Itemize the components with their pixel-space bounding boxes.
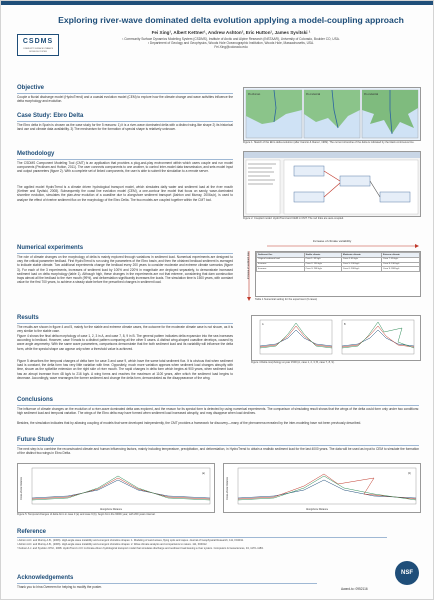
y-axis-label-5a: Cross-shore Distance xyxy=(20,477,23,500)
plot-label-5b: (b) xyxy=(408,472,411,475)
contact-email: Fei.Xing@colorado.edu xyxy=(214,45,248,49)
methodology-rule xyxy=(17,159,233,160)
reference-item-2: ² Ashton A.D. and Murray A.B., (2006). High-angle wave instability and emergent shoreline shapes: 2. Wave climate analysis and comparisons to nature. 111, F04012. xyxy=(17,543,208,546)
palette-item xyxy=(248,183,273,185)
top-accent-bar xyxy=(1,1,434,5)
map-label-1: Pre-Roman xyxy=(248,93,261,96)
conclusions-rule xyxy=(17,405,419,406)
plot-frame-b xyxy=(342,320,414,354)
award-number: Award-to: 0952116 xyxy=(341,587,368,591)
figure-2-caption: Figure 2. Coupled model: HydroTrend and CEM in CMT. The red links are auto-coupled. xyxy=(243,217,344,220)
plot-label-5a: (a) xyxy=(202,472,205,475)
table-cell: Case 4: 65 kg/s xyxy=(341,257,381,262)
conclusions-heading: Conclusions xyxy=(17,397,54,403)
map-label-3: Pre-industrial xyxy=(364,93,379,96)
figure-4-plots xyxy=(252,316,420,360)
results-heading: Results xyxy=(17,315,39,321)
table-cell: Case 9: 208 kg/s xyxy=(381,267,419,272)
table-row xyxy=(257,267,420,272)
x-axis-label-5a: Alongshore Distance xyxy=(100,508,123,511)
objective-text: Couple a fluvial discharge model (HydroTrend) and a coastal evolution model (CEM) to explore how the climate change and wave activities influence the delta morphology and evolution. xyxy=(17,95,233,104)
table-cell: Case 8: 130 kg/s xyxy=(381,262,419,267)
sediment-arrow-head xyxy=(247,297,251,301)
acknowledgements-heading: Acknowledgements xyxy=(17,575,74,581)
figure-5a-panel xyxy=(17,463,215,513)
acknowledgements-rule xyxy=(17,583,317,584)
numerical-rule xyxy=(17,253,233,254)
results-text-1: The results are shown in figure 4 and 5, mainly for the stable and extreme climate cases, the outcome for the moderate climate case is not shown, as it is very similar to the stable case. xyxy=(17,325,233,334)
figure-3-table-panel xyxy=(255,251,421,297)
author-list: Fei Xing¹, Albert Kettner¹, Andrew Ashton², Eric Hutton¹, James Syvitski ¹ xyxy=(151,30,311,35)
results-rule xyxy=(17,323,233,324)
table-cell: Case 7: 65 kg/s xyxy=(381,257,419,262)
component-box xyxy=(294,166,324,176)
figure-5a-plot xyxy=(18,464,214,512)
component-box xyxy=(340,176,370,186)
figure-1-panel xyxy=(243,87,421,141)
plot-frame-a xyxy=(260,320,332,354)
numerical-heading: Numerical experiments xyxy=(17,245,84,251)
case-study-heading: Case Study: Ebro Delta xyxy=(17,113,84,119)
table-cell: Case 2: 130 kg/s xyxy=(304,262,341,267)
methodology-heading: Methodology xyxy=(17,151,55,157)
figure-4-panel xyxy=(251,315,421,361)
figure-5b-plot xyxy=(224,464,420,512)
table-header-cell: Extreme climate xyxy=(381,253,419,258)
figure-5b-panel xyxy=(223,463,421,513)
conclusions-text-1: The influence of climate changes on the evolution of a river-wave dominated delta was explored, and the reason for its special form is detected by using numerical experiments. The comparison of simulating result shows that the wings of the delta could form only under two conditions: high sediment load and temporal variation. The wings of the Ebro delta may have formed when sediment load increased abruptly, and may disappear when load declines. xyxy=(17,407,419,416)
methodology-text-1: The CSDMS Component Modeling Tool (CMT) is an application that provides a plug-and-play environment within which users couple and run model components (Peckham and Hutton, 2011). The user connects components to one another, to control inter-model data transmission, and sets model input and output parameters (figure 2). With a complete set of linked components, the user is able to submit the simulation to a remote server. xyxy=(17,161,233,174)
affiliation-2: ² Department of Geology and Geophysics, Woods Hole Oceanographic Institution, Woods Hole, Massachusetts, USA. xyxy=(147,41,315,45)
palette-item xyxy=(248,167,272,169)
acknowledgements-text: Thank you to Irina Overeem for helping to modify the poster. xyxy=(17,585,102,589)
conclusions-text-2: Besides, the simulation indicates that by allowing coupling of models that were developed independently, the CMT provides a framework for discovery—many of the phenomena revealed by the inter-modeling have not been previously described. xyxy=(17,421,362,425)
figure-2-panel xyxy=(243,151,421,217)
figure-2-cmt-diagram xyxy=(244,152,420,216)
table-header-cell: Stable climate xyxy=(304,253,341,258)
figure-1-maps xyxy=(244,88,420,140)
figure-3-title: Increase of climate variability xyxy=(312,239,352,243)
cmt-window-titlebar xyxy=(244,152,420,158)
figure-5-caption: Figure 5. Temporal changes of delta form in case 3 (a) and case 9 (b), begin from the 900th year, with 200 years interval. xyxy=(17,513,156,516)
palette-item xyxy=(248,171,274,173)
plot-label-b: B xyxy=(344,323,346,326)
variability-arrow-head xyxy=(415,244,419,248)
x-axis-label-5b: Alongshore Distance xyxy=(306,508,329,511)
reference-rule xyxy=(17,537,387,538)
numerical-text: The role of climate changes on the morphology of delta is mainly explored through variations in sediment load. Numerical experiments are designed to vary the critical parameter bedload. First HydroTrend is run using the parameters of the Ebro basin, and then the obtained bedload sediment is averaged to indicate stable climate. Two additional experiments change the bedload every 200 years to consider moderate and extreme climate scenarios (figure 3). For each of the 3 experiments, increases of sediment load by 100% and 220% in magnitude are deployed separately, to demonstrate increased sediment load on delta morphology (table 1). Although high, these changes in the experiments are not that extreme, considering that dam construction traps almost all the bedload to the river mouth (99%), and deforestation significantly increases the loads. The simulation time is 1500 years, with constant value for the first 700 years, to achieve a steady state before the prescribed changes in sediment load. xyxy=(17,255,233,285)
case-study-rule xyxy=(17,121,233,122)
figure-1-caption: Figure 1. Sketch of the Ebro delta evolution (after Canicio & Ibanez, 1999). The current shoreline of the delta is indicated by the black continuous line. xyxy=(243,141,415,144)
experiment-table xyxy=(256,252,420,272)
table-header-cell: Moderate climate xyxy=(341,253,381,258)
table-cell: Increase xyxy=(257,267,305,272)
component-box xyxy=(294,192,324,202)
reference-item-1: ¹ Ashton A.D. and Murray A.B., (2006). High-angle wave instability and emergent shoreline shapes: 1. Modeling of sand waves, flying spits and capes. Journal of Geophysical Research, 111, F04011. xyxy=(17,539,244,542)
results-text-3: Figure 5 describes the temporal changes of delta form for case 3 and case 9, which have the same total sediment flux. It is obvious that when sediment load is constant, the delta form has very little variation with time. Oppositely, much more variation appears when sediment load changes abruptly with time, shown as the spikelike extension on the right side of river mouth. The rapid changes in delta form which begins at 900 years, when sediment load has an abrupt increase from 48 kg/s to 216 kg/s. A wing forms and reaches the maximum at 1100 years, after which the sediment load begins to decrease. Accordingly, wave rearranges the former sediment and change the delta form, demonstrated as the disappearance of the wing. xyxy=(17,359,233,380)
reference-item-3: ³ Kettner A.J. and Syvitski J.P.M., 2008. HydroTrend v.3.0: A climate-driven hydrological transport model that simulates discharge and sediment load leaving a river system. Computers & Geosciences, 34, 1170–1183. xyxy=(17,547,264,550)
csdms-logo xyxy=(17,34,59,56)
objective-rule xyxy=(17,93,233,94)
figure-3-caption: Table 1 Numerical setting for the experiment (6 cases) xyxy=(255,298,318,301)
nsf-seal-icon: NSF xyxy=(395,561,419,585)
figure-3-variability-arrow xyxy=(245,243,419,249)
table-cell: Case 1: 65 kg/s xyxy=(304,257,341,262)
table-header-cell: Sediment flux xyxy=(257,253,305,258)
poster-title: Exploring river-wave dominated delta evolution applying a model-coupling approach xyxy=(58,15,404,25)
table-cell: Case 6: 208 kg/s xyxy=(341,267,381,272)
table-cell: Original sediment load xyxy=(257,257,305,262)
table-cell: Case 3: 208 kg/s xyxy=(304,267,341,272)
results-text-2: Figure 4 shows the final delta morphology of case 1, 2, 3 in A, and case 7, 8, 9 in B. The general pattern indicates delta expansion into the sea increases according to bedload. However, case 9 leads to a distinct pattern comparing all the other 5 cases. A distinct wing-shaped coastline develops, caused by wave angle asymmetry. With the same wave parameters, comparisons demonstrate that the both sediment load and its variability will influence the delta form, while the special shape can appear only when a threshold value is achieved. xyxy=(17,334,233,351)
affiliation-1: ¹ Community Surface Dynamics Modeling System (CSDMS), Institute of Arctic and Alpine Research (INSTAAR), University of Colorado, Boulder CO, USA. xyxy=(122,37,340,41)
future-text: The next step is to combine the reconstructed climate and human influencing factors, mainly including temperature, precipitation, and deforestation, in HydroTrend to obtain a realistic sediment load for the last 4000 years. The data will be used as input to CEM to simulate the formation of the distinct two wings in Ebro Delta. xyxy=(17,447,419,456)
future-heading: Future Study xyxy=(17,437,54,443)
case-study-text: The Ebro delta in Spain is chosen as the case study for the 5 reasons: 1) it is a river-wave dominated delta with a distinct wing-like shape 2) its historical land use and climate data availability. 3) The mechanism for the formation of special shape is relatively unknown. xyxy=(17,123,233,132)
reference-heading: Reference xyxy=(17,529,47,535)
map-label-2: Pre-Industrial xyxy=(306,93,321,96)
component-box xyxy=(380,192,410,202)
palette-item xyxy=(248,163,276,165)
table-cell: Case 5: 130 kg/s xyxy=(341,262,381,267)
future-rule xyxy=(17,445,419,446)
y-axis-label-5b: Cross-shore Distance xyxy=(226,477,229,500)
figure-4-caption: Figure 4 Delta morphology at year 1500 (A, case 1, 2, 3; B, case 7, 8, 9). xyxy=(251,361,335,364)
plot-label-a: A xyxy=(262,323,264,326)
methodology-text-2: The applied model HydroTrend is a climate driven hydrological transport model, which simulates daily water and sediment load at the river mouth (Kettner and Syvitski, 2008). Subsequently the coast line evolution model (CEM), a one-contour line model that focus on sandy, wave-dominated shoreline evolution, simulates the plan-view evolution of a coastline due to alongshore sediment transport (Ashton and Murray, 2006a,b), is used to analyze the effect of riverine sediment flux on the morphology of the Ebro Delta. The two models are coupled together within the CMT tool. xyxy=(17,185,233,202)
palette-item xyxy=(248,179,275,181)
table-cell: Increase xyxy=(257,262,305,267)
objective-heading: Objective xyxy=(17,85,45,91)
logo-subtext: COMMUNITY SURFACE DYNAMICS MODELING SYSTEM xyxy=(22,48,54,53)
figure-3-sediment-axis-label: Increase of sediment load xyxy=(247,251,250,279)
palette-item xyxy=(248,175,270,177)
logo-text: CSDMS xyxy=(22,38,54,45)
